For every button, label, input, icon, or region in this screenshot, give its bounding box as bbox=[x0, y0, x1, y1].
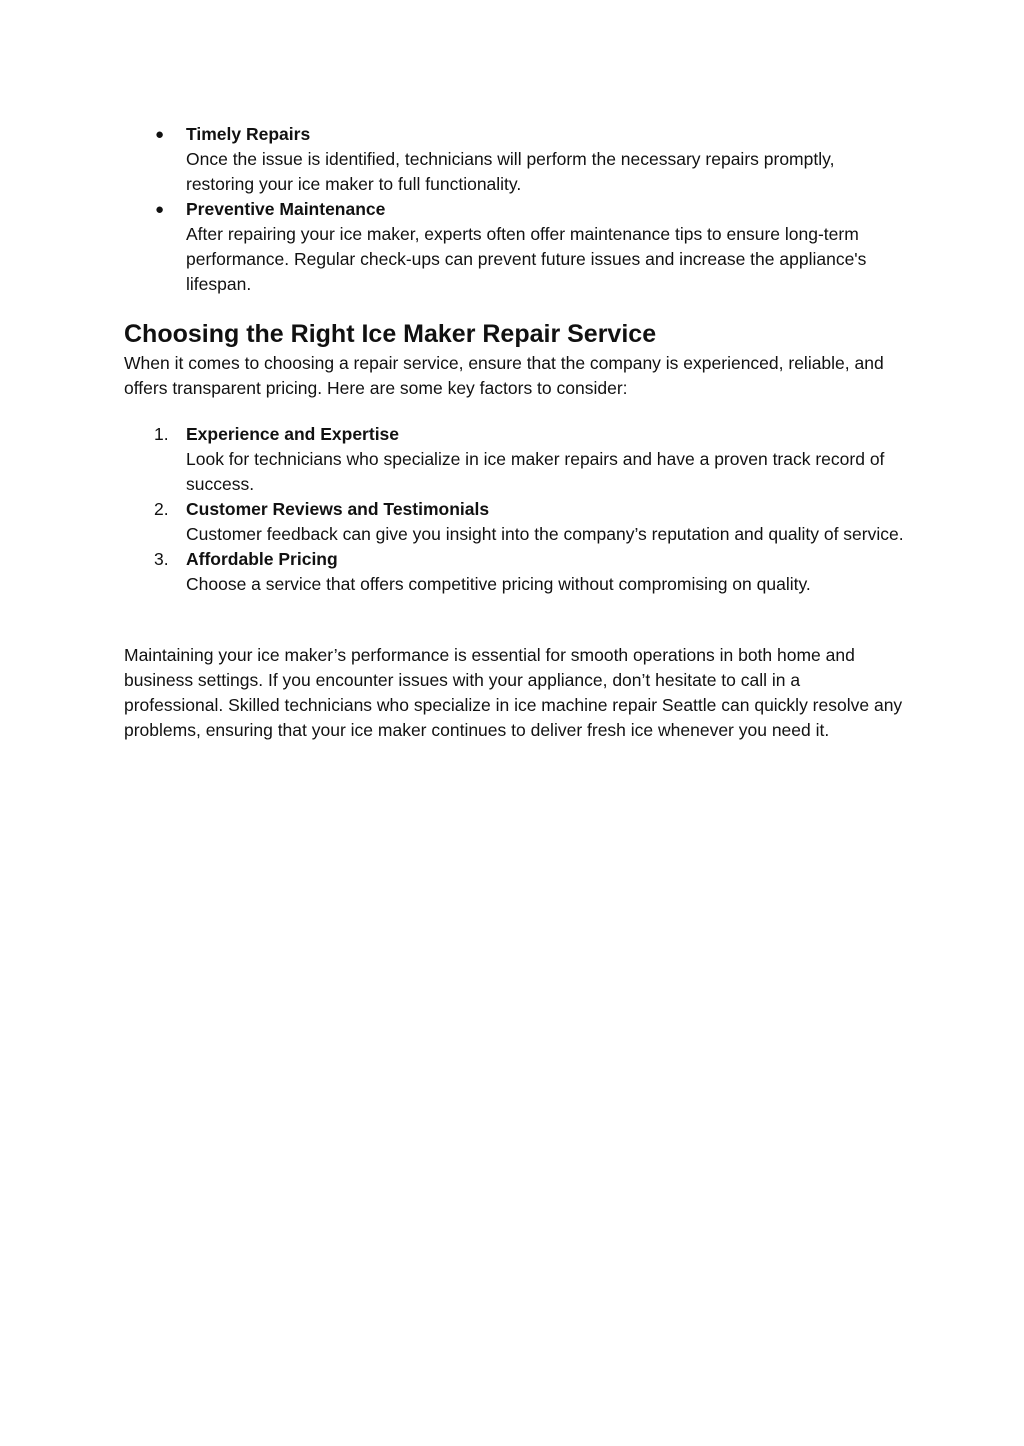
list-item bbox=[124, 122, 904, 197]
item-title: Customer Reviews and Testimonials bbox=[186, 499, 490, 519]
item-description: Choose a service that offers competitive pricing without compromising on quality. bbox=[186, 574, 811, 594]
list-item bbox=[124, 197, 904, 297]
section-heading: Choosing the Right Ice Maker Repair Service bbox=[124, 320, 657, 348]
numbered-list bbox=[124, 422, 904, 597]
item-title: Preventive Maintenance bbox=[186, 199, 386, 219]
list-number: 1. bbox=[154, 424, 169, 444]
list-number: 2. bbox=[154, 499, 169, 519]
bullet-icon: ● bbox=[155, 201, 165, 218]
closing-paragraph: Maintaining your ice maker’s performance is essential for smooth operations in both home and business settings. If you encounter issues with your appliance, don’t hesitate to call in a professional. Skilled technicians who specialize in ice machine repair Seattle can quickly resolve any problems, ensuring that your ice maker continues to deliver fresh ice whenever you need it. bbox=[124, 645, 903, 740]
document-page bbox=[124, 122, 904, 743]
item-description: Look for technicians who specialize in ice maker repairs and have a proven track record of success. bbox=[186, 449, 885, 494]
bullet-icon: ● bbox=[155, 126, 165, 143]
item-title: Experience and Expertise bbox=[186, 424, 400, 444]
bullet-list bbox=[124, 122, 904, 297]
list-item bbox=[124, 497, 904, 547]
list-item bbox=[124, 422, 904, 497]
list-number: 3. bbox=[154, 549, 169, 569]
item-title: Affordable Pricing bbox=[186, 549, 338, 569]
item-title: Timely Repairs bbox=[186, 124, 311, 144]
section-intro: When it comes to choosing a repair service, ensure that the company is experienced, reliable, and offers transparent pricing. Here are some key factors to consider: bbox=[124, 353, 884, 398]
item-description: Customer feedback can give you insight into the company’s reputation and quality of service. bbox=[186, 524, 904, 544]
item-description: Once the issue is identified, technicians will perform the necessary repairs promptly, restoring your ice maker to full functionality. bbox=[186, 149, 835, 194]
item-description: After repairing your ice maker, experts often offer maintenance tips to ensure long-term performance. Regular check-ups can prevent future issues and increase the appliance's lifespan. bbox=[186, 224, 867, 294]
list-item bbox=[124, 547, 904, 597]
